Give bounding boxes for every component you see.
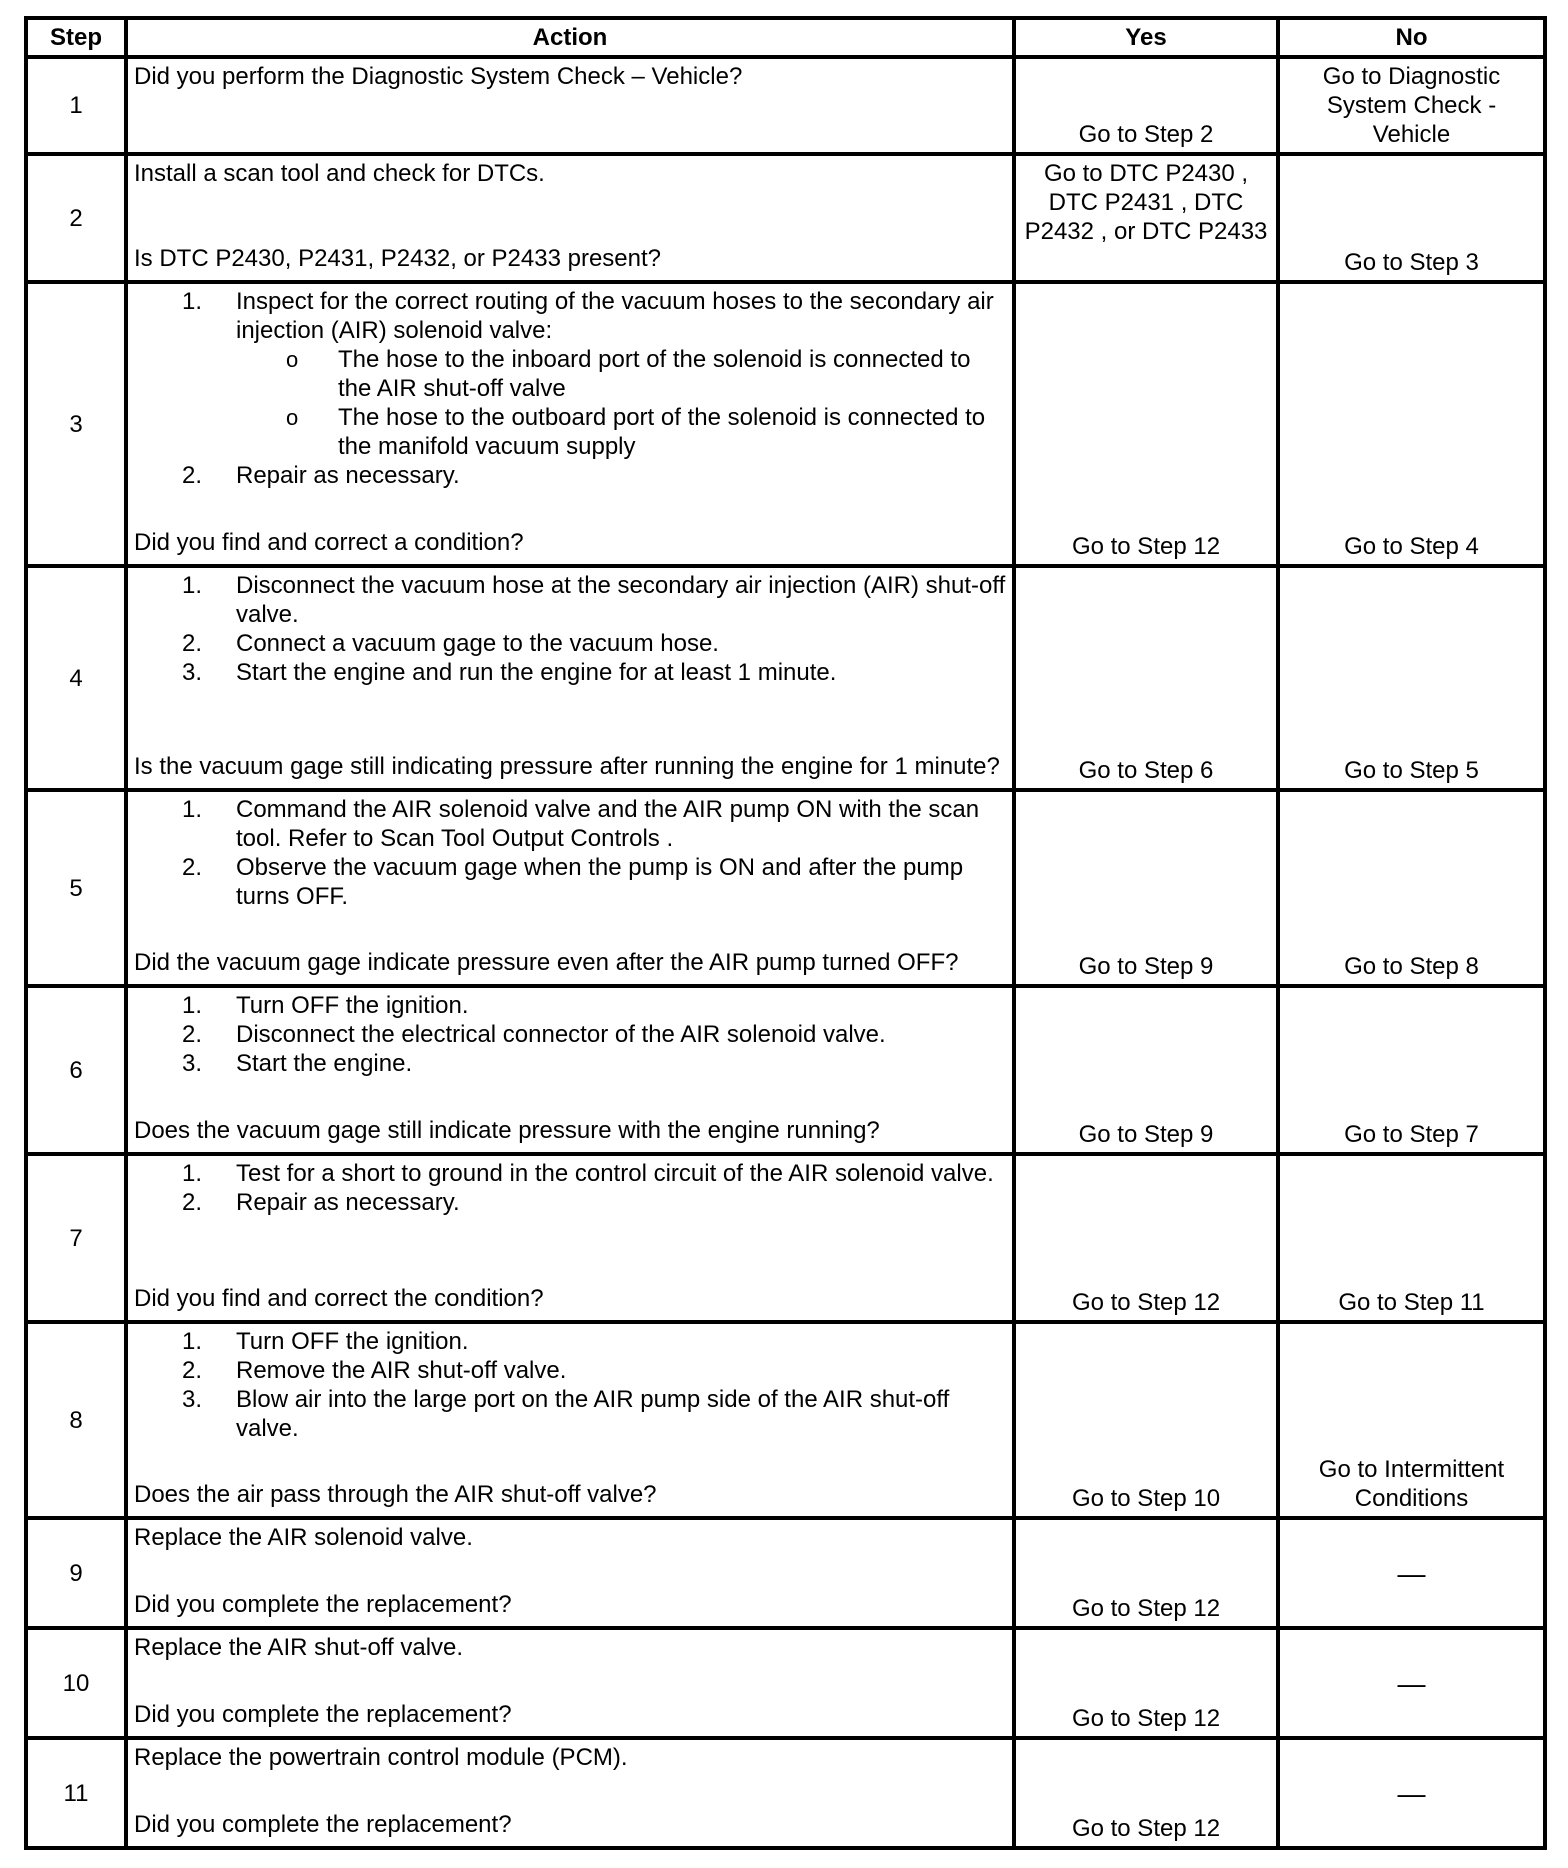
procedure-item-number: 2.	[182, 854, 203, 881]
table-row	[26, 1322, 1545, 1518]
procedure-list	[134, 1159, 1006, 1217]
table-row	[26, 1518, 1545, 1628]
yes-outcome: Go to Step 6	[1014, 566, 1278, 790]
procedure-item-number: 1.	[182, 992, 203, 1019]
action-instructions	[134, 991, 1006, 1078]
action-question: Did the vacuum gage indicate pressure even after the AIR pump turned OFF?	[134, 949, 959, 976]
action-cell	[126, 1154, 1014, 1322]
no-outcome: —	[1278, 1628, 1545, 1738]
procedure-item	[134, 795, 1006, 853]
step-number: 10	[26, 1628, 126, 1738]
action-question: Did you find and correct the condition?	[134, 1285, 544, 1312]
action-instructions	[134, 571, 1006, 687]
procedure-item-text: Disconnect the vacuum hose at the secondary air injection (AIR) shut-off valve.	[236, 572, 1006, 628]
action-cell	[126, 57, 1014, 154]
procedure-item	[134, 287, 1006, 461]
action-cell	[126, 986, 1014, 1154]
table-row	[26, 790, 1545, 986]
action-intro: Replace the AIR solenoid valve.	[134, 1524, 473, 1551]
procedure-item	[134, 1327, 1006, 1356]
action-intro: Replace the AIR shut-off valve.	[134, 1634, 464, 1661]
action-instructions	[134, 1523, 1006, 1552]
table-row	[26, 1628, 1545, 1738]
procedure-item	[134, 1188, 1006, 1217]
step-number: 4	[26, 566, 126, 790]
table-row	[26, 1154, 1545, 1322]
header-yes: Yes	[1014, 18, 1278, 57]
action-instructions	[134, 287, 1006, 490]
action-instructions	[134, 795, 1006, 911]
action-cell	[126, 1628, 1014, 1738]
action-cell	[126, 1518, 1014, 1628]
table-row	[26, 566, 1545, 790]
procedure-item-number: 3.	[182, 1050, 203, 1077]
procedure-item	[134, 991, 1006, 1020]
diagnostic-table-container	[24, 16, 1543, 1850]
header-no: No	[1278, 18, 1545, 57]
action-question: Did you find and correct a condition?	[134, 529, 524, 556]
action-cell	[126, 1322, 1014, 1518]
table-row	[26, 1738, 1545, 1848]
no-outcome: Go to Intermittent Conditions	[1278, 1322, 1545, 1518]
action-question: Did you complete the replacement?	[134, 1701, 512, 1728]
procedure-list	[134, 1327, 1006, 1443]
procedure-item-text: Remove the AIR shut-off valve.	[236, 1357, 567, 1384]
procedure-item-text: Turn OFF the ignition.	[236, 992, 469, 1019]
table-row	[26, 282, 1545, 566]
table-row	[26, 986, 1545, 1154]
action-question: Does the air pass through the AIR shut-off valve?	[134, 1481, 657, 1508]
action-instructions	[134, 1633, 1006, 1662]
procedure-item-number: 2.	[182, 462, 203, 489]
yes-outcome: Go to Step 12	[1014, 1518, 1278, 1628]
table-row	[26, 154, 1545, 282]
procedure-list	[134, 571, 1006, 687]
action-cell	[126, 566, 1014, 790]
procedure-item-number: 2.	[182, 1021, 203, 1048]
step-number: 3	[26, 282, 126, 566]
sub-list-item	[236, 345, 1006, 403]
step-number: 1	[26, 57, 126, 154]
sub-list-item-text: The hose to the inboard port of the solenoid is connected to the AIR shut-off valve	[338, 346, 971, 402]
procedure-item-text: Repair as necessary.	[236, 1189, 460, 1216]
action-cell	[126, 154, 1014, 282]
action-question: Does the vacuum gage still indicate pressure with the engine running?	[134, 1117, 880, 1144]
yes-outcome: Go to Step 12	[1014, 1154, 1278, 1322]
procedure-list	[134, 795, 1006, 911]
procedure-item-number: 1.	[182, 796, 203, 823]
procedure-item-number: 3.	[182, 1386, 203, 1413]
procedure-item-text: Disconnect the electrical connector of the AIR solenoid valve.	[236, 1021, 886, 1048]
procedure-item-number: 3.	[182, 659, 203, 686]
sub-list-item-text: The hose to the outboard port of the solenoid is connected to the manifold vacuum supply	[338, 404, 986, 460]
action-cell	[126, 282, 1014, 566]
action-cell	[126, 1738, 1014, 1848]
procedure-item	[134, 853, 1006, 911]
action-question: Did you complete the replacement?	[134, 1811, 512, 1838]
procedure-item-number: 1.	[182, 1160, 203, 1187]
yes-outcome: Go to Step 12	[1014, 282, 1278, 566]
no-outcome: Go to Step 11	[1278, 1154, 1545, 1322]
no-outcome: —	[1278, 1518, 1545, 1628]
procedure-item-number: 2.	[182, 630, 203, 657]
action-intro: Install a scan tool and check for DTCs.	[134, 160, 545, 187]
yes-outcome: Go to Step 9	[1014, 790, 1278, 986]
step-number: 7	[26, 1154, 126, 1322]
procedure-item-text: Observe the vacuum gage when the pump is ON and after the pump turns OFF.	[236, 854, 964, 910]
step-number: 5	[26, 790, 126, 986]
procedure-item-text: Blow air into the large port on the AIR pump side of the AIR shut-off valve.	[236, 1386, 950, 1442]
table-body	[26, 57, 1545, 1848]
step-number: 6	[26, 986, 126, 1154]
procedure-item-text: Connect a vacuum gage to the vacuum hose.	[236, 630, 719, 657]
procedure-item-number: 2.	[182, 1357, 203, 1384]
procedure-item-number: 1.	[182, 1328, 203, 1355]
yes-outcome: Go to Step 12	[1014, 1628, 1278, 1738]
header-row	[26, 18, 1545, 57]
procedure-item-text: Inspect for the correct routing of the vacuum hoses to the secondary air injection (AIR) solenoid valve:	[236, 288, 994, 344]
action-question: Is DTC P2430, P2431, P2432, or P2433 present?	[134, 245, 662, 272]
step-number: 9	[26, 1518, 126, 1628]
circle-bullet-icon: o	[286, 347, 299, 372]
procedure-item	[134, 1356, 1006, 1385]
action-intro: Did you perform the Diagnostic System Check – Vehicle?	[134, 63, 743, 90]
no-outcome: Go to Diagnostic System Check - Vehicle	[1278, 57, 1545, 154]
step-number: 11	[26, 1738, 126, 1848]
yes-outcome: Go to Step 12	[1014, 1738, 1278, 1848]
action-question: Did you complete the replacement?	[134, 1591, 512, 1618]
action-question: Is the vacuum gage still indicating pressure after running the engine for 1 minute?	[134, 753, 1000, 780]
diagnostic-table	[24, 16, 1547, 1850]
procedure-item	[134, 629, 1006, 658]
action-intro: Replace the powertrain control module (PCM).	[134, 1744, 628, 1771]
action-instructions	[134, 159, 1006, 188]
no-outcome: Go to Step 8	[1278, 790, 1545, 986]
no-outcome: —	[1278, 1738, 1545, 1848]
procedure-list	[134, 287, 1006, 490]
circle-bullet-icon: o	[286, 405, 299, 430]
procedure-item-text: Turn OFF the ignition.	[236, 1328, 469, 1355]
procedure-item	[134, 1385, 1006, 1443]
action-cell	[126, 790, 1014, 986]
procedure-item-text: Command the AIR solenoid valve and the AIR pump ON with the scan tool. Refer to Scan Tool Output Controls .	[236, 796, 980, 852]
yes-outcome: Go to DTC P2430 , DTC P2431 , DTC P2432 , or DTC P2433	[1014, 154, 1278, 282]
sub-list-item	[236, 403, 1006, 461]
procedure-item	[134, 1049, 1006, 1078]
procedure-item	[134, 1020, 1006, 1049]
action-instructions	[134, 1159, 1006, 1217]
procedure-item-number: 1.	[182, 572, 203, 599]
procedure-item-number: 2.	[182, 1189, 203, 1216]
procedure-item-number: 1.	[182, 288, 203, 315]
no-outcome: Go to Step 7	[1278, 986, 1545, 1154]
procedure-list	[134, 991, 1006, 1078]
no-outcome: Go to Step 5	[1278, 566, 1545, 790]
yes-outcome: Go to Step 2	[1014, 57, 1278, 154]
no-outcome: Go to Step 4	[1278, 282, 1545, 566]
table-row	[26, 57, 1545, 154]
header-action: Action	[126, 18, 1014, 57]
yes-outcome: Go to Step 9	[1014, 986, 1278, 1154]
procedure-item-text: Start the engine.	[236, 1050, 413, 1077]
procedure-item-text: Repair as necessary.	[236, 462, 460, 489]
sub-list	[236, 345, 1006, 461]
yes-outcome: Go to Step 10	[1014, 1322, 1278, 1518]
step-number: 2	[26, 154, 126, 282]
procedure-item-text: Start the engine and run the engine for at least 1 minute.	[236, 659, 837, 686]
no-outcome: Go to Step 3	[1278, 154, 1545, 282]
action-instructions	[134, 1743, 1006, 1772]
header-step: Step	[26, 18, 126, 57]
procedure-item-text: Test for a short to ground in the control circuit of the AIR solenoid valve.	[236, 1160, 994, 1187]
procedure-item	[134, 1159, 1006, 1188]
action-instructions	[134, 1327, 1006, 1443]
step-number: 8	[26, 1322, 126, 1518]
procedure-item	[134, 571, 1006, 629]
procedure-item	[134, 658, 1006, 687]
procedure-item	[134, 461, 1006, 490]
action-instructions	[134, 62, 1006, 91]
